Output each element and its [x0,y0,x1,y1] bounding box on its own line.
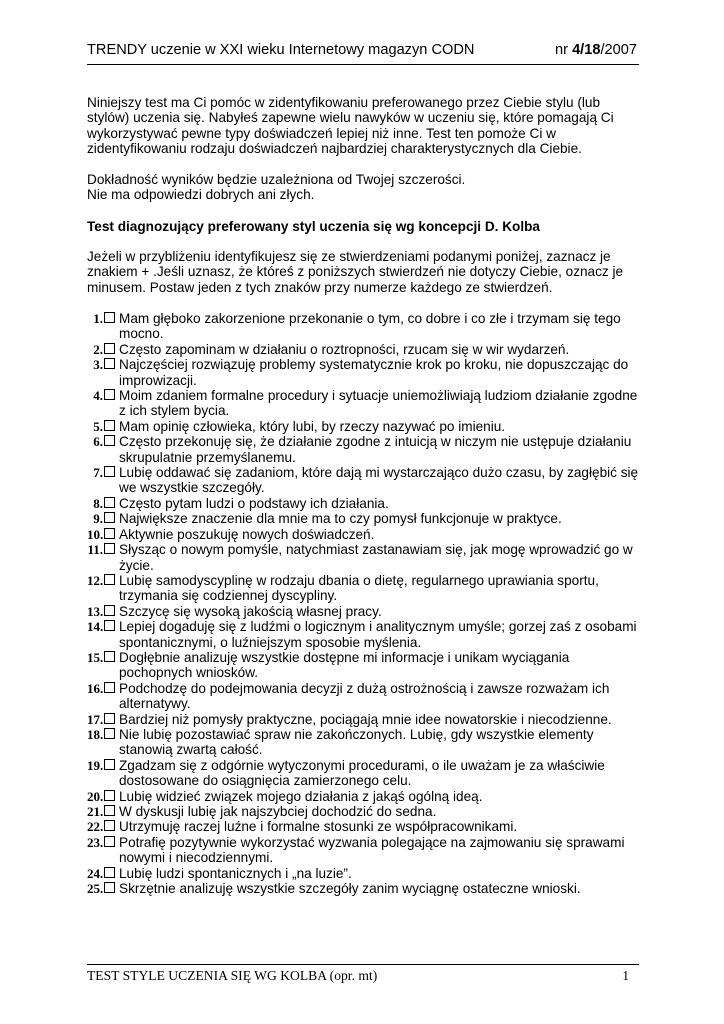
statement-number: 22. [87,819,104,835]
answer-checkbox[interactable] [104,435,115,446]
statement-text [119,388,639,419]
statement-number: 17. [87,711,104,727]
statement-text-continuation: we wszystkie szczegóły. [119,480,265,496]
statement-text-continuation: stanowią zwartą całość. [119,742,263,758]
statement-text-line: Lubię widzieć związek mojego działania z jakąś ogólną ideą. [119,788,483,804]
statement-text-line: Lepiej dogaduję się z ludźmi o logicznym i analitycznym umyśle; gorzej zaś z osobami [119,619,637,635]
page-footer [87,964,639,983]
statement-text-continuation: mocno. [119,326,164,342]
statement-text [119,835,639,866]
statement-text-continuation: skrupulatnie przemyślanemu. [119,449,296,465]
statement-text [119,727,639,758]
statement-item [87,311,639,342]
answer-checkbox[interactable] [104,605,115,616]
statement-number: 20. [87,788,104,804]
answer-checkbox[interactable] [104,759,115,770]
statement-number: 19. [87,757,104,773]
statement-item [87,527,639,542]
statement-item [87,712,639,727]
statement-text-line: W dyskusji lubię jak najszybciej dochodzić do sedna. [119,804,437,819]
statement-text-line: Najczęściej rozwiązuję problemy systematycznie krok po kroku, nie dopuszczając do [119,357,629,373]
answer-checkbox[interactable] [104,389,115,400]
test-title: Test diagnozujący preferowany styl uczenia się wg koncepcji D. Kolba [87,219,540,234]
accuracy-line-1: Dokładność wyników będzie uzależniona od Twojej szczerości. [87,172,466,187]
statement-number: 6. [93,434,103,450]
statement-item [87,804,639,819]
statement-number: 16. [87,680,104,696]
statement-item [87,419,639,434]
statement-text [119,434,639,465]
statement-text [119,619,639,650]
statement-text [119,511,639,526]
issue-prefix: nr [555,42,573,58]
statement-text [119,465,639,496]
page-header [87,42,639,65]
answer-checkbox[interactable] [104,497,115,508]
statement-text [119,496,639,511]
statement-text [119,881,639,896]
answer-checkbox[interactable] [104,836,115,847]
statement-text-line: Podchodzę do podejmowania decyzji z dużą ostrożnością i zawsze rozważam ich [119,680,610,696]
answer-checkbox[interactable] [104,882,115,893]
statement-number: 21. [87,804,104,819]
statement-text-line: Szczycę się wysoką jakością własnej pracy. [119,603,382,619]
answer-checkbox[interactable] [104,820,115,831]
footer-title: TEST STYLE UCZENIA SIĘ WG KOLBA (opr. mt) [87,968,378,983]
statement-number: 7. [93,465,103,481]
statement-text-continuation: pochopnych wniosków. [119,665,259,681]
statement-text-line: Lubię ludzi spontanicznych i „na luzie”. [119,865,352,881]
statement-number: 24. [87,865,104,881]
statement-text-line: Największe znaczenie dla mnie ma to czy pomysł funkcjonuje w praktyce. [119,511,562,527]
statement-number: 13. [87,603,104,619]
intro-paragraph: Niniejszy test ma Ci pomóc w zidentyfikowaniu preferowanego przez Ciebie stylu (lub stylów) uczenia się. Nabyłeś zapewne wielu nawyków w uczeniu się, które pomagają Ci wykorzystywać pewne typy doświadczeń lepiej niż inne. Test ten pomoże Ci w zidentyfikowaniu rodzaju doświadczeń najbardziej charakterystycznych dla Ciebie. [87,95,614,157]
statement-text-continuation: spontanicznymi, o luźniejszym sposobie myślenia. [119,634,422,650]
statement-text-line: Nie lubię pozostawiać spraw nie zakończonych. Lubię, gdy wszystkie elementy [119,726,594,742]
answer-checkbox[interactable] [104,790,115,801]
statement-item [87,542,639,573]
statement-text [119,342,639,357]
header-magazine-title: TRENDY uczenie w XXI wieku Internetowy magazyn CODN [87,42,475,58]
statement-text-line: Lubię oddawać się zadaniom, które dają mi wystarczająco dużo czasu, by zagłębić się [119,465,639,481]
answer-checkbox[interactable] [104,312,115,323]
statement-text [119,542,639,573]
statement-number: 5. [93,418,103,434]
answer-checkbox[interactable] [104,358,115,369]
statement-item [87,789,639,804]
answer-checkbox[interactable] [104,620,115,631]
statement-item [87,388,639,419]
statement-text-continuation: improwizacji. [119,372,197,388]
statement-item [87,573,639,604]
statement-text-continuation: dostosowane do osiągnięcia zamierzonego celu. [119,773,412,789]
statement-number: 8. [93,495,103,511]
answer-checkbox[interactable] [104,713,115,724]
answer-checkbox[interactable] [104,574,115,585]
statement-text-line: Moim zdaniem formalne procedury i sytuacje uniemożliwiają ludziom działanie zgodne [119,388,638,404]
statement-number: 10. [87,526,104,542]
statement-item [87,681,639,712]
statement-item [87,758,639,789]
statement-number: 11. [87,542,103,558]
statement-item [87,866,639,881]
answer-checkbox[interactable] [104,651,115,662]
statement-text-line: Zgadzam się z odgórnie wytyczonymi procedurami, o ile uważam je za właściwie [119,757,605,773]
statement-number: 15. [87,649,104,665]
statement-text [119,712,639,727]
statement-text-continuation: z ich stylem bycia. [119,403,230,419]
statement-text-line: Skrzętnie analizuję wszystkie szczegóły zanim wyciągnę ostateczne wnioski. [119,881,581,897]
statement-text-line: Utrzymuję raczej luźne i formalne stosunki ze współpracownikami. [119,819,518,835]
answer-checkbox[interactable] [104,543,115,554]
statement-text-continuation: życie. [119,557,154,573]
statement-text [119,311,639,342]
accuracy-note [87,172,639,203]
statement-number: 3. [93,357,103,373]
answer-checkbox[interactable] [104,512,115,523]
statement-number: 1. [93,311,103,326]
answer-checkbox[interactable] [104,466,115,477]
statement-number: 9. [93,511,103,527]
statement-item [87,819,639,834]
statement-item [87,650,639,681]
statement-number: 2. [93,341,103,357]
statement-number: 25. [87,881,104,897]
answer-checkbox[interactable] [104,805,115,816]
answer-checkbox[interactable] [104,528,115,539]
statement-item [87,604,639,619]
answer-checkbox[interactable] [104,343,115,354]
statement-text-line: Często przekonuję się, że działanie zgodne z intuicją w niczym nie ustępuje działaniu [119,434,632,450]
statement-number: 23. [87,834,104,850]
instructions-paragraph: Jeżeli w przybliżeniu identyfikujesz się ze stwierdzeniami podanymi poniżej, zaznacz je znakiem + .Jeśli uznasz, że któreś z poniższych stwierdzeń nie dotyczy Ciebie, oznacz je minusem. Postaw jeden z tych znaków przy numerze każdego ze stwierdzeń. [87,249,624,295]
statement-text-line: Mam głęboko zakorzenione przekonanie o tym, co dobre i co złe i trzymam się tego [119,311,621,326]
statement-item [87,342,639,357]
statement-item [87,727,639,758]
statement-text-line: Potrafię pozytywnie wykorzystać wyzwania polegające na zajmowaniu się sprawami [119,834,625,850]
statement-text-line: Często zapominam w działaniu o roztropności, rzucam się w wir wydarzeń. [119,341,570,357]
statement-item [87,881,639,896]
statement-text-line: Bardziej niż pomysły praktyczne, pociągają mnie idee nowatorskie i niecodzienne. [119,711,612,727]
issue-suffix: /2007 [600,42,637,58]
statement-number: 12. [87,572,104,588]
statement-text [119,681,639,712]
statement-text-line: Aktywnie poszukuję nowych doświadczeń. [119,526,375,542]
statement-text [119,758,639,789]
statement-text [119,357,639,388]
answer-checkbox[interactable] [104,867,115,878]
statement-text [119,419,639,434]
statement-text-continuation: alternatywy. [119,696,191,712]
statement-item [87,511,639,526]
statement-item [87,835,639,866]
statement-text-line: Dogłębnie analizuję wszystkie dostępne mi informacje i unikam wyciągania [119,649,570,665]
statement-text [119,804,639,819]
statement-text [119,650,639,681]
statement-number: 18. [87,726,104,742]
statement-list [87,311,639,896]
statement-item [87,357,639,388]
answer-checkbox[interactable] [104,728,115,739]
statement-text-line: Często pytam ludzi o podstawy ich działania. [119,495,389,511]
page-number: 1 [622,968,629,983]
statement-text-line: Lubię samodyscyplinę w rodzaju dbania o dietę, regularnego uprawiania sportu, [119,572,599,588]
statement-text [119,527,639,542]
issue-bold: 4/18 [572,42,601,58]
statement-item [87,496,639,511]
statement-number: 14. [87,619,104,635]
statement-number: 4. [93,388,103,404]
statement-text-line: Słysząc o nowym pomyśle, natychmiast zastanawiam się, jak mogę wprowadzić go w [119,542,633,558]
statement-text [119,819,639,834]
statement-item [87,619,639,650]
statement-item [87,434,639,465]
statement-text [119,604,639,619]
answer-checkbox[interactable] [104,682,115,693]
statement-text-continuation: trzymania się codziennej dyscypliny. [119,588,338,604]
statement-text [119,789,639,804]
accuracy-line-2: Nie ma odpowiedzi dobrych ani złych. [87,187,315,203]
statement-text-line: Mam opinię człowieka, który lubi, by rzeczy nazywać po imieniu. [119,418,506,434]
statement-text-continuation: nowymi i niecodziennymi. [119,850,274,866]
statement-text [119,573,639,604]
answer-checkbox[interactable] [104,420,115,431]
statement-text [119,866,639,881]
header-issue-number [555,42,637,58]
statement-item [87,465,639,496]
